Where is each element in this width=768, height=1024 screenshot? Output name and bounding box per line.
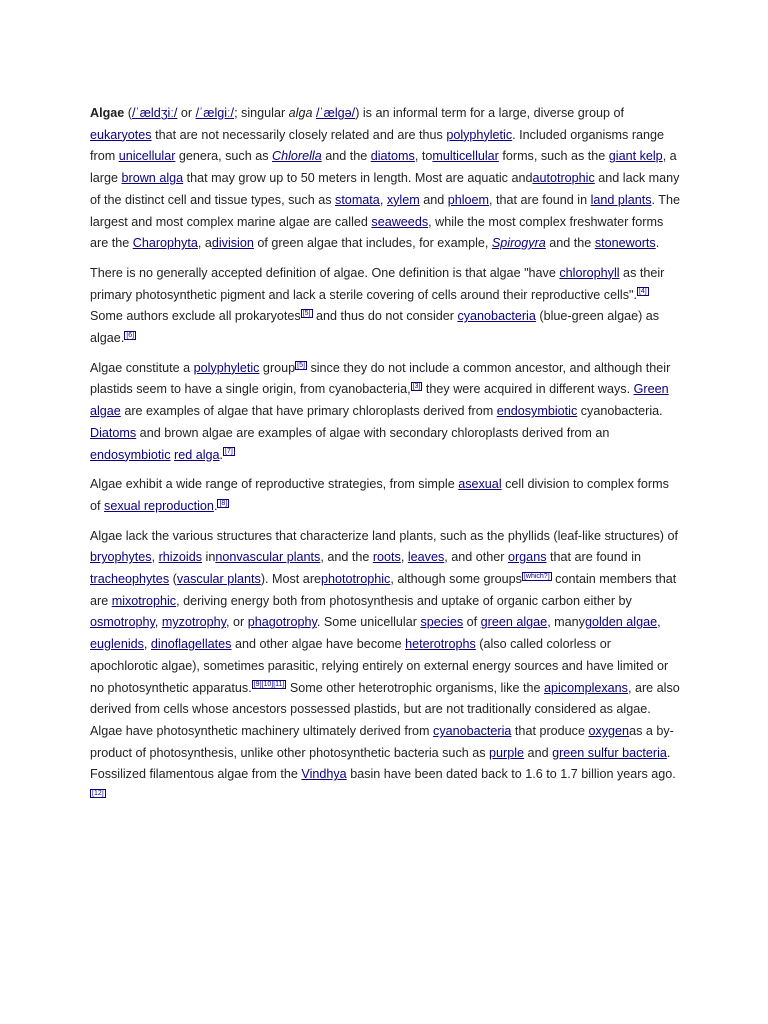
link-roots[interactable]: roots: [372, 550, 401, 565]
text-run: and other algae have become: [231, 637, 406, 652]
text-run: and: [419, 192, 448, 207]
article-term: Algae: [90, 106, 125, 120]
link-purple[interactable]: purple: [489, 745, 525, 760]
link-chlorella[interactable]: Chlorella: [272, 149, 322, 164]
link-stomata[interactable]: stomata: [335, 192, 380, 207]
text-run: cyanobacteria.: [577, 404, 663, 419]
link-chlorophyll[interactable]: chlorophyll: [559, 265, 620, 280]
citation-link[interactable]: [12]: [92, 789, 104, 797]
link-green-algae[interactable]: Green algae: [90, 382, 669, 419]
link-polyphyletic[interactable]: polyphyletic: [446, 127, 513, 142]
text-run: (: [169, 572, 177, 587]
text-run: .: [213, 498, 218, 513]
text-run: basin have been dated back to 1.6 to 1.7 billion years ago.: [346, 767, 676, 782]
text-run: contain members that are: [90, 572, 677, 608]
link-diatoms[interactable]: diatoms: [370, 149, 415, 164]
link-oxygen[interactable]: oxygen: [588, 723, 630, 738]
link-spirogyra[interactable]: Spirogyra: [491, 236, 546, 251]
link-l[interactable]: /ˈælɡə/: [315, 106, 356, 120]
text-run: Algae lack the various structures that characterize land plants, such as the phyllids (leaf-like structures) of: [90, 528, 678, 543]
link-rhizoids[interactable]: rhizoids: [158, 550, 203, 565]
text-run: Some other heterotrophic organisms, like the: [286, 680, 544, 695]
link-mixotrophic[interactable]: mixotrophic: [111, 593, 177, 608]
text-run: , a large: [90, 149, 677, 186]
link-brown-alga[interactable]: brown alga: [121, 171, 184, 186]
paragraph-intro: [90, 103, 680, 255]
citation-link[interactable]: [3]: [412, 383, 421, 391]
paragraph-reproduction: [90, 474, 680, 517]
link-unicellular[interactable]: unicellular: [118, 149, 176, 164]
link-heterotrophs[interactable]: heterotrophs: [405, 637, 476, 652]
text-run: and thus do not consider: [312, 309, 458, 324]
text-run: and the: [545, 236, 595, 251]
link-land-plants[interactable]: land plants: [590, 192, 652, 207]
link-green-algae[interactable]: green algae: [480, 615, 548, 630]
link-phloem[interactable]: phloem: [447, 192, 490, 207]
text-run: alga: [288, 106, 313, 120]
text-run: , deriving energy both from photosynthesis and uptake of organic carbon either by: [176, 593, 632, 608]
link-phagotrophy[interactable]: phagotrophy: [247, 615, 317, 630]
citation-link[interactable]: [5]: [302, 310, 311, 318]
paragraph-structure: [90, 526, 680, 808]
text-run: , that are found in: [489, 192, 591, 207]
text-run: , a: [197, 236, 212, 251]
text-run: genera, such as: [175, 149, 273, 164]
text-run: There is no generally accepted definition of algae. One definition is that algae "have: [90, 265, 560, 280]
text-run: or: [177, 106, 196, 120]
link-vascular-plants[interactable]: vascular plants: [176, 572, 261, 587]
link-green-sulfur-bacteria[interactable]: green sulfur bacteria: [552, 745, 667, 760]
text-run: and the: [321, 149, 371, 164]
citation-link[interactable]: [8]: [219, 499, 228, 507]
link-leaves[interactable]: leaves: [407, 550, 445, 565]
text-run: , and the: [320, 550, 373, 565]
link-phototrophic[interactable]: phototrophic: [321, 572, 391, 587]
citation-link[interactable]: [5]: [297, 361, 305, 369]
text-run: , and other: [444, 550, 508, 565]
link-multicellular[interactable]: multicellular: [432, 149, 499, 164]
link-asexual[interactable]: asexual: [458, 477, 502, 492]
link-seaweeds[interactable]: seaweeds: [371, 214, 429, 229]
text-run: ,: [657, 615, 661, 630]
text-run: Some authors exclude all prokaryotes: [90, 309, 301, 324]
link-myzotrophy[interactable]: myzotrophy: [161, 615, 227, 630]
text-run: and: [524, 745, 553, 760]
text-run: group: [259, 360, 296, 375]
text-run: . Included organisms range from: [90, 127, 665, 164]
link-organs[interactable]: organs: [507, 550, 547, 565]
text-run: as a by-product of photosynthesis, unlike other photosynthetic bacteria such as: [90, 723, 674, 760]
link-tracheophytes[interactable]: tracheophytes: [90, 572, 170, 587]
text-run: ,: [151, 550, 159, 565]
text-run: ,: [400, 550, 408, 565]
link-cyanobacteria[interactable]: cyanobacteria: [433, 723, 512, 738]
link-charophyta[interactable]: Charophyta: [132, 236, 198, 251]
link-cyanobacteria[interactable]: cyanobacteria: [457, 309, 536, 324]
text-run: ,: [379, 192, 387, 207]
text-run: forms, such as the: [498, 149, 609, 164]
text-run: (blue-green algae) as algae.: [90, 309, 660, 346]
link-apicomplexans[interactable]: apicomplexans: [543, 680, 628, 695]
text-run: , although some groups: [390, 572, 522, 587]
text-run: ; singular: [234, 106, 289, 120]
text-run: ) is an informal term for a large, diverse group of: [355, 106, 624, 120]
text-run: and lack many of the distinct cell and tissue types, such as: [90, 171, 680, 207]
text-run: . Some unicellular: [316, 615, 421, 630]
text-run: that are found in: [546, 550, 642, 565]
text-run: . Fossilized filamentous algae from the: [90, 745, 671, 782]
text-run: and brown algae are examples of algae with secondary chloroplasts derived from an: [136, 425, 610, 440]
text-run: cell division to complex forms of: [90, 477, 669, 513]
text-run: of: [463, 615, 481, 630]
citation-link[interactable]: [4]: [638, 288, 647, 296]
text-run: , to: [414, 149, 433, 164]
text-run: since they do not include a common ancestor, and although their plastids seem to have a single origin, from cyanobacteria,: [90, 360, 671, 397]
text-run: that are not necessarily closely related and are thus: [151, 127, 447, 142]
text-run: they were acquired in different ways.: [422, 382, 634, 397]
link-stoneworts[interactable]: stoneworts: [594, 236, 656, 251]
link-xylem[interactable]: xylem: [386, 192, 420, 207]
link-endosymbiotic[interactable]: endosymbiotic: [496, 404, 578, 419]
text-run: ,: [143, 637, 151, 652]
text-run: , are also derived from cells whose ancestors possessed plastids, but are not traditionally considered as algae. Algae have photosynthetic machinery ultimately derived from: [90, 680, 680, 738]
text-run: ,: [154, 615, 162, 630]
article-body: [90, 103, 680, 816]
text-run: .: [655, 236, 660, 251]
text-run: , many: [547, 615, 585, 630]
link-endosymbiotic[interactable]: endosymbiotic: [90, 447, 171, 462]
text-run: in: [202, 550, 216, 565]
text-run: (also called colorless or apochlorotic algae), sometimes parasitic, relying entirely on external energy sources and have limited or no photosynthetic apparatus.: [90, 637, 669, 695]
link-bryophytes[interactable]: bryophytes: [90, 550, 152, 565]
link-giant-kelp[interactable]: giant kelp: [608, 149, 663, 164]
text-run: as their primary photosynthetic pigment and lack a sterile covering of cells around their reproductive cells".: [90, 265, 665, 302]
text-run: are examples of algae that have primary chloroplasts derived from: [120, 404, 497, 419]
link-l-i[interactable]: /ˈælɡiː/: [195, 106, 235, 120]
text-run: that may grow up to 50 meters in length. Most are aquatic and: [183, 171, 533, 186]
text-run: , while the most complex freshwater forms are the: [90, 214, 664, 251]
link-species[interactable]: species: [420, 615, 464, 630]
paragraph-definition: [90, 263, 680, 350]
link-eukaryotes[interactable]: eukaryotes: [90, 127, 152, 142]
citation-link[interactable]: [7]: [225, 448, 233, 456]
text-run: (: [124, 106, 132, 120]
link-vindhya[interactable]: Vindhya: [301, 767, 347, 782]
citation-link[interactable]: [6]: [126, 331, 135, 339]
text-run: , or: [226, 615, 248, 630]
link-division[interactable]: division: [211, 236, 254, 251]
citation-link[interactable]: [which?]: [523, 572, 550, 580]
link-euglenids[interactable]: euglenids: [90, 637, 144, 652]
link-osmotrophy[interactable]: osmotrophy: [90, 615, 155, 630]
citation-link[interactable]: [9][10][11]: [253, 681, 285, 689]
link-polyphyletic[interactable]: polyphyletic: [193, 360, 260, 375]
text-run: Algae constitute a: [90, 360, 194, 375]
link-nonvascular-plants[interactable]: nonvascular plants: [215, 550, 321, 565]
link-dinoflagellates[interactable]: dinoflagellates: [150, 637, 232, 652]
text-run: of green algae that includes, for example,: [253, 236, 492, 251]
text-run: .: [219, 447, 224, 462]
link-diatoms[interactable]: Diatoms: [90, 425, 137, 440]
text-run: ). Most are: [260, 572, 322, 587]
link-red-alga[interactable]: red alga: [174, 447, 220, 462]
link-golden-algae[interactable]: golden algae: [584, 615, 658, 630]
text-run: Algae exhibit a wide range of reproductive strategies, from simple: [90, 477, 459, 492]
link-autotrophic[interactable]: autotrophic: [532, 171, 595, 186]
paragraph-phylogeny: [90, 358, 680, 467]
text-run: that produce: [511, 723, 589, 738]
text-run: . The largest and most complex marine algae are called: [90, 192, 680, 229]
link-ld-i[interactable]: /ˈældʒiː/: [132, 106, 178, 120]
link-sexual-reproduction[interactable]: sexual reproduction: [104, 498, 214, 513]
